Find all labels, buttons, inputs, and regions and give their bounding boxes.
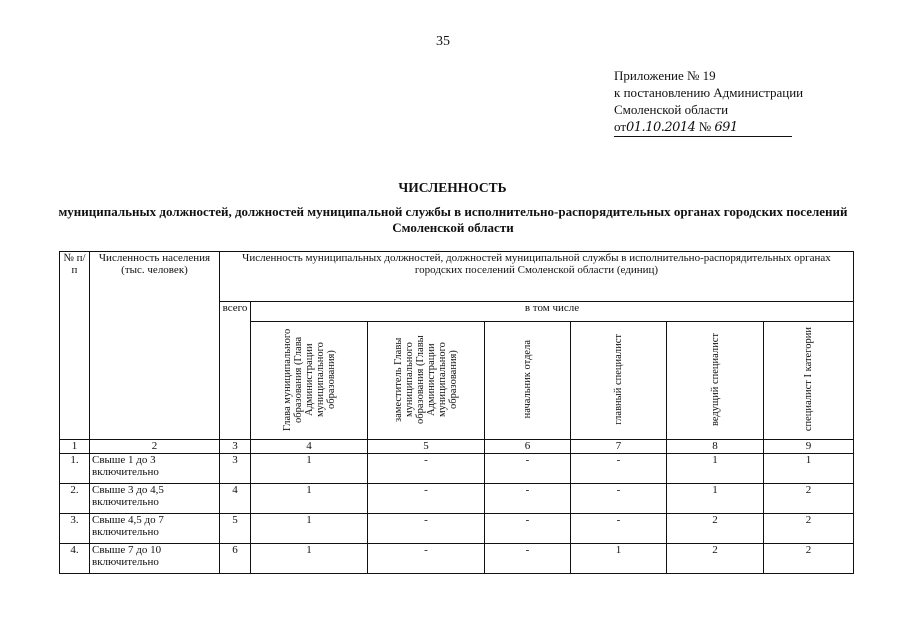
number-prefix: №: [698, 119, 712, 134]
row-number: 3.: [60, 514, 90, 544]
position-deputy-label: заместитель Главы муниципального образования (Главы Администрации муниципального образования): [393, 335, 459, 424]
staffing-table: [59, 251, 854, 574]
header-count: Численность муниципальных должностей, должностей муниципальной службы в исполнительно-распорядительных органах городских поселений Смоленской области (единиц): [220, 252, 854, 302]
col-number: 6: [485, 440, 571, 454]
col-number: 5: [368, 440, 485, 454]
cell-dept-head: -: [485, 454, 571, 484]
cell-specialist-1: 1: [764, 454, 854, 484]
cell-specialist-1: 2: [764, 514, 854, 544]
document-subtitle: муниципальных должностей, должностей муниципальной службы в исполнительно-распорядительных органах городских поселений Смоленской области: [58, 204, 848, 235]
page-number: 35: [436, 34, 450, 49]
row-number: 4.: [60, 544, 90, 574]
document-title: ЧИСЛЕННОСТЬ: [398, 180, 507, 195]
header-position-head: [251, 322, 368, 440]
cell-dept-head: -: [485, 544, 571, 574]
cell-leading-specialist: 2: [667, 544, 764, 574]
cell-total: 5: [220, 514, 251, 544]
cell-head: 1: [251, 484, 368, 514]
cell-dept-head: -: [485, 484, 571, 514]
row-population: Свыше 4,5 до 7 включительно: [90, 514, 220, 544]
position-leading-specialist-label: ведущий специалист: [709, 333, 721, 426]
cell-specialist-1: 2: [764, 484, 854, 514]
table-row: [60, 454, 854, 484]
col-number: 3: [220, 440, 251, 454]
table-row: [60, 514, 854, 544]
approval-block: [614, 67, 803, 137]
row-population: Свыше 7 до 10 включительно: [90, 544, 220, 574]
row-number: 1.: [60, 454, 90, 484]
approval-date: 01.10.2014: [626, 120, 696, 135]
date-prefix: от: [614, 119, 627, 134]
header-position-dept-head: [485, 322, 571, 440]
col-number: 7: [571, 440, 667, 454]
cell-head: 1: [251, 514, 368, 544]
cell-chief-specialist: -: [571, 454, 667, 484]
header-total: всего: [220, 302, 251, 440]
col-number: 4: [251, 440, 368, 454]
approval-line-3: Смоленской области: [614, 102, 729, 117]
cell-chief-specialist: -: [571, 514, 667, 544]
cell-dept-head: -: [485, 514, 571, 544]
position-chief-specialist-label: главный специалист: [613, 334, 624, 425]
position-dept-head-label: начальник отдела: [522, 340, 533, 419]
cell-specialist-1: 2: [764, 544, 854, 574]
row-population: Свыше 1 до 3 включительно: [90, 454, 220, 484]
header-number: № п/п: [60, 252, 90, 440]
approval-line-2: к постановлению Администрации: [614, 85, 804, 100]
cell-total: 4: [220, 484, 251, 514]
cell-chief-specialist: 1: [571, 544, 667, 574]
column-number-row: [60, 440, 854, 454]
row-population: Свыше 3 до 4,5 включительно: [90, 484, 220, 514]
header-position-specialist-1: [764, 322, 854, 440]
header-position-deputy: [368, 322, 485, 440]
col-number: 9: [764, 440, 854, 454]
cell-chief-specialist: -: [571, 484, 667, 514]
cell-total: 3: [220, 454, 251, 484]
table-row: [60, 544, 854, 574]
approval-date-field: [614, 118, 792, 137]
cell-leading-specialist: 1: [667, 454, 764, 484]
approval-date-line: [614, 118, 803, 137]
cell-deputy: -: [368, 454, 485, 484]
col-number: 8: [667, 440, 764, 454]
header-including: в том числе: [251, 302, 854, 322]
cell-leading-specialist: 2: [667, 514, 764, 544]
cell-head: 1: [251, 454, 368, 484]
cell-deputy: -: [368, 484, 485, 514]
row-number: 2.: [60, 484, 90, 514]
col-number: 2: [90, 440, 220, 454]
position-head-label: Глава муниципального образования (Глава Администрации муниципального образования): [281, 328, 337, 431]
header-population: Численность населения (тыс. человек): [90, 252, 220, 440]
cell-total: 6: [220, 544, 251, 574]
header-position-chief-specialist: [571, 322, 667, 440]
approval-line-1: Приложение № 19: [614, 68, 716, 83]
table-row: [60, 484, 854, 514]
position-specialist-1-label: специалист I категории: [803, 327, 814, 432]
col-number: 1: [60, 440, 90, 454]
cell-deputy: -: [368, 514, 485, 544]
cell-leading-specialist: 1: [667, 484, 764, 514]
cell-head: 1: [251, 544, 368, 574]
approval-number: 691: [714, 120, 738, 135]
cell-deputy: -: [368, 544, 485, 574]
header-position-leading-specialist: [667, 322, 764, 440]
